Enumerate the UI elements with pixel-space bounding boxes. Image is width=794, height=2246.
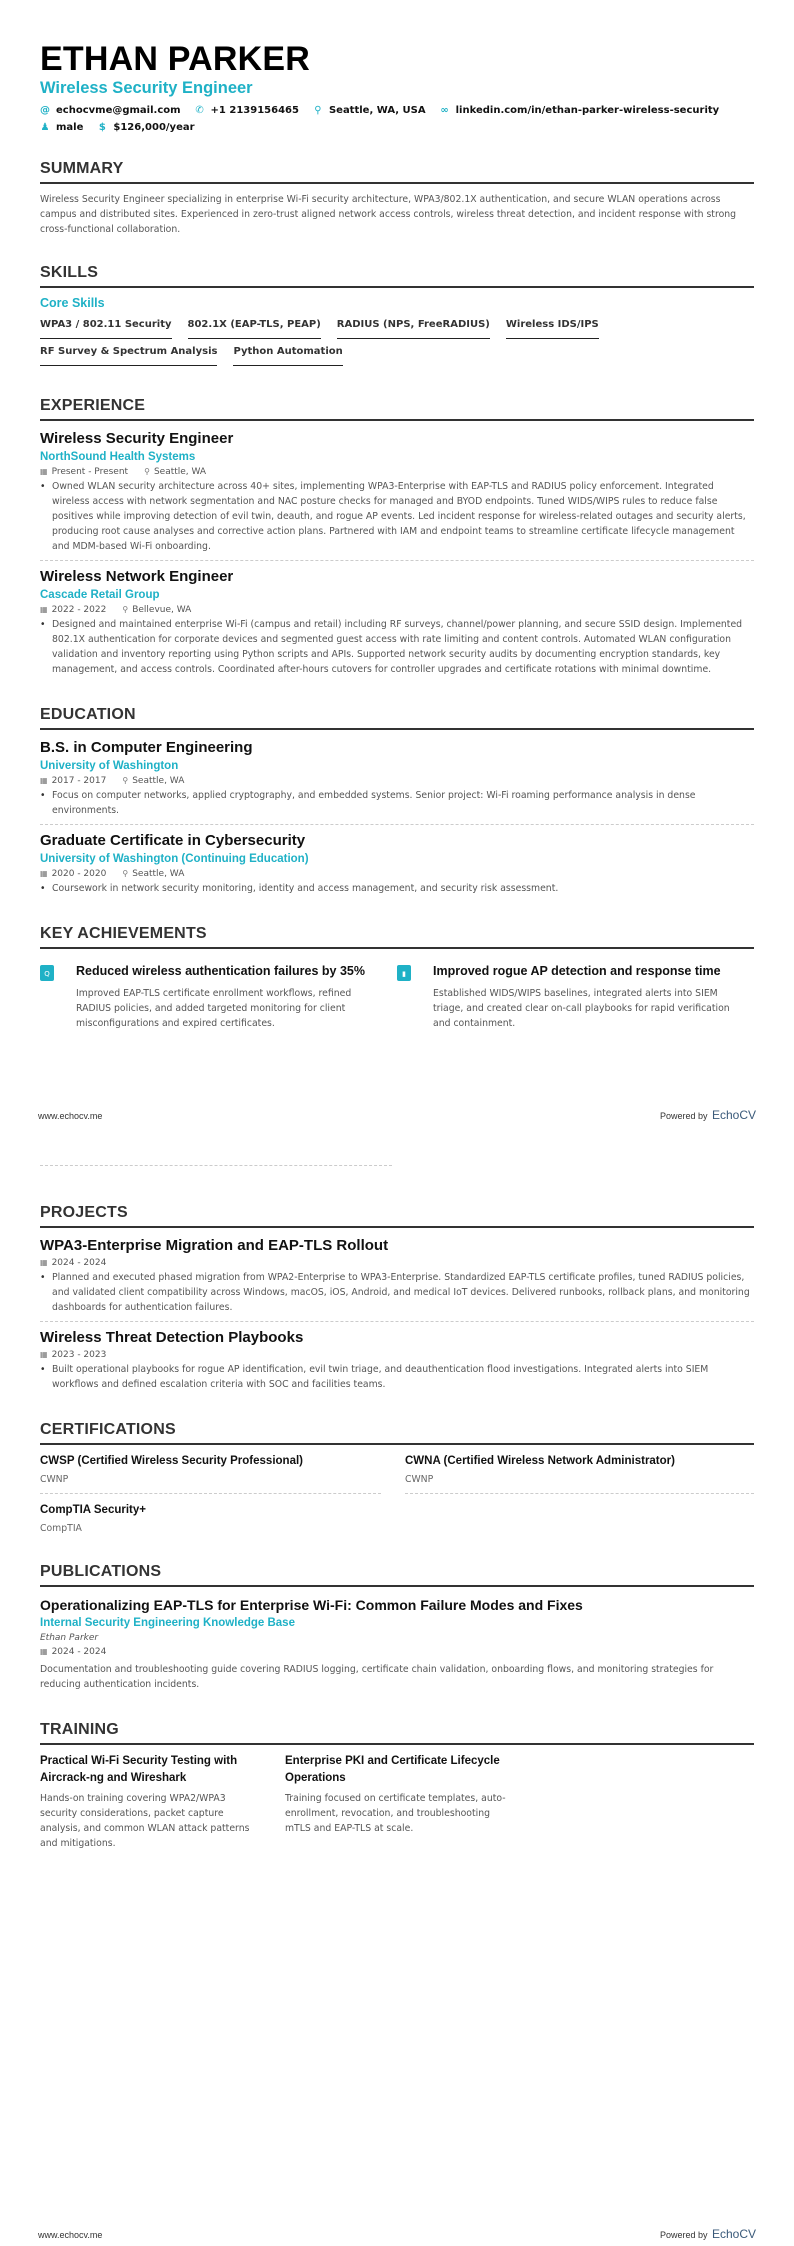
achievement-title: Reduced wireless authentication failures by 35% [76, 964, 365, 978]
job-title: Wireless Security Engineer [40, 430, 234, 447]
project-meta [40, 1256, 754, 1270]
certification-issuer: CompTIA [40, 1523, 82, 1534]
location-pin-icon: ⚲ [122, 776, 129, 785]
publication-author: Ethan Parker [40, 1633, 99, 1643]
skills-section [40, 263, 754, 366]
calendar-icon: ▦ [40, 869, 48, 878]
summary-text: Wireless Security Engineer specializing in enterprise Wi-Fi security architecture, WPA3/802.1X authentication, and secure WLAN operations across campus and distributed sites. Experienced in zero-trust aligned network access controls, wireless threat detection, and incident response with strong cross-functional collaboration. [40, 194, 737, 235]
section-title-skills: SKILLS [40, 263, 754, 288]
skill-item: RF Survey & Spectrum Analysis [40, 345, 217, 366]
projects-section [40, 1123, 754, 1392]
candidate-title: Wireless Security Engineer [40, 79, 253, 97]
contact-linkedin[interactable] [440, 104, 720, 118]
education-bullet-text: Coursework in network security monitoring, identity and access management, and security risk assessment. [52, 883, 559, 894]
publication-publisher: Internal Security Engineering Knowledge Base [40, 1617, 295, 1629]
brand-name[interactable]: EchoCV [711, 1108, 756, 1122]
achievements-section [40, 924, 754, 1031]
certifications-grid [40, 1445, 754, 1536]
degree-title: Graduate Certificate in Cybersecurity [40, 832, 306, 849]
skill-item: Python Automation [233, 345, 342, 366]
education-location: Seattle, WA [132, 776, 185, 786]
job-bullet: • Owned WLAN security architecture across 40+ sites, implementing WPA3-Enterprise with EAP-TLS and RADIUS policy enforcement. Integrated wireless access with network segmentation and NAC posture checks for managed and BYOD endpoints. Tuned WIDS/WIPS rules to reduce false positives while improving detection of evil twin, deauth, and rogue AP events. Led incident response for wireless-related outages and security alerts, producing root cause analyses and corrective action plans. Partnered with IAM and endpoint teams to streamline certificate lifecycle management and MDM-based Wi-Fi onboarding. [40, 479, 754, 554]
bar-chart-icon: ▮ [397, 965, 411, 981]
school-name: University of Washington [40, 760, 179, 772]
calendar-icon: ▦ [40, 1647, 48, 1656]
powered-by-label: Powered by [659, 1111, 708, 1121]
calendar-icon: ▦ [40, 467, 48, 476]
publications-section [40, 1562, 754, 1692]
section-title-projects: PROJECTS [40, 1203, 754, 1228]
training-desc: Hands-on training covering WPA2/WPA3 security considerations, packet capture analysis, and common WLAN attack patterns and mitigations. [40, 1793, 250, 1849]
continuation-divider [40, 1165, 392, 1166]
education-dates: 2017 - 2017 [51, 776, 107, 786]
link-icon: ∞ [440, 105, 449, 116]
dollar-icon: $ [98, 122, 106, 133]
training-section [40, 1720, 754, 1851]
achievement-item [40, 963, 397, 1031]
project-dates: 2023 - 2023 [51, 1350, 107, 1360]
training-title: Practical Wi-Fi Security Testing with Aircrack-ng and Wireshark [40, 1755, 238, 1784]
education-bullet: • Coursework in network security monitoring, identity and access management, and security risk assessment. [40, 883, 559, 894]
training-desc: Training focused on certificate templates, auto-enrollment, revocation, and troubleshooting mTLS and EAP-TLS at scale. [285, 1793, 506, 1834]
at-icon: @ [40, 105, 50, 116]
section-title-education: EDUCATION [40, 705, 754, 730]
certification-item [397, 1445, 754, 1494]
section-title-experience: EXPERIENCE [40, 396, 754, 421]
project-entry [40, 1322, 754, 1392]
phone-text: +1 2139156465 [210, 105, 299, 116]
publication-desc: Documentation and troubleshooting guide covering RADIUS logging, certificate chain validation, onboarding flows, and monitoring strategies for reducing authentication incidents. [40, 1664, 714, 1690]
calendar-icon: ▦ [40, 1350, 48, 1359]
contact-list [40, 104, 754, 135]
certification-name: CWNA (Certified Wireless Network Administrator) [405, 1455, 675, 1467]
education-entry [40, 825, 754, 896]
skill-item: Wireless IDS/IPS [506, 318, 599, 339]
section-title-certifications: CERTIFICATIONS [40, 1420, 754, 1445]
certifications-section [40, 1420, 754, 1536]
linkedin-text: linkedin.com/in/ethan-parker-wireless-security [455, 105, 720, 116]
project-title: WPA3-Enterprise Migration and EAP-TLS Rollout [40, 1237, 389, 1254]
education-meta [40, 867, 754, 881]
location-pin-icon: ⚲ [144, 467, 150, 476]
salary-text: $126,000/year [113, 122, 195, 133]
job-bullet: • Designed and maintained enterprise Wi-Fi (campus and retail) including RF surveys, channel/power planning, and secure SSID design. Implemented 802.1X authentication for corporate devices and segmented guest access with rate limiting and content controls. Automated WLAN configuration validation and inventory reporting using Python scripts and APIs. Supported network security audits by documenting encryption standards, key management, and access controls. Coordinated after-hours cutovers for controller upgrades and certificate rotations with minimal downtime. [40, 617, 754, 677]
education-location: Seattle, WA [132, 869, 185, 879]
section-title-publications: PUBLICATIONS [40, 1562, 754, 1587]
phone-icon: ✆ [195, 105, 204, 116]
skill-item: RADIUS (NPS, FreeRADIUS) [337, 318, 490, 339]
gender-text: male [56, 122, 84, 133]
location-pin-icon: ⚲ [122, 869, 129, 878]
training-title: Enterprise PKI and Certificate Lifecycle Operations [285, 1755, 500, 1784]
education-dates: 2020 - 2020 [51, 869, 107, 879]
skills-group-title: Core Skills [40, 296, 105, 310]
certification-name: CompTIA Security+ [40, 1504, 146, 1516]
job-dates: Present - Present [51, 467, 129, 477]
training-item [285, 1753, 530, 1851]
contact-location [313, 104, 426, 118]
project-title: Wireless Threat Detection Playbooks [40, 1329, 304, 1346]
project-meta [40, 1348, 754, 1362]
skill-item: WPA3 / 802.11 Security [40, 318, 172, 339]
email-text: echocvme@gmail.com [56, 105, 181, 116]
achievements-grid [40, 963, 754, 1031]
company-name: Cascade Retail Group [40, 589, 160, 601]
calendar-icon: ▦ [40, 776, 48, 785]
user-icon: ♟ [40, 122, 50, 133]
achievement-desc: Improved EAP-TLS certificate enrollment workflows, refined RADIUS policies, and added targeted monitoring for client misconfigurations and expired certificates. [76, 988, 352, 1029]
resume-page-2 [0, 1123, 794, 2246]
summary-section [40, 159, 754, 237]
publication-title: Operationalizing EAP-TLS for Enterprise Wi-Fi: Common Failure Modes and Fixes [40, 1597, 583, 1613]
page-footer [0, 1106, 794, 1124]
project-bullet-text: Planned and executed phased migration from WPA2-Enterprise to WPA3-Enterprise. Standardized EAP-TLS certificate profiles, tuned RADIUS policies, and validated client compatibility across Windows, macOS, iOS, Android, and medical IoT devices. Delivered runbooks, rollback plans, and monitoring dashboards for authentication failures. [52, 1272, 750, 1313]
project-bullet: • Built operational playbooks for rogue AP identification, evil twin triage, and deauthentication flood investigations. Integrated alerts into SIEM workflows and defined escalation criteria with SOC and facilities teams. [40, 1362, 754, 1392]
section-title-training: TRAINING [40, 1720, 754, 1745]
publication-meta [40, 1645, 754, 1659]
project-bullet: • Planned and executed phased migration from WPA2-Enterprise to WPA3-Enterprise. Standardized EAP-TLS certificate profiles, tuned RADIUS policies, and validated client compatibility across Windows, macOS, iOS, Android, and medical IoT devices. Delivered runbooks, rollback plans, and monitoring dashboards for authentication failures. [40, 1270, 754, 1315]
document-search-icon: Q [40, 965, 54, 981]
brand-name[interactable]: EchoCV [711, 2227, 756, 2241]
powered-by-label: Powered by [659, 2230, 708, 2240]
project-entry [40, 1228, 754, 1322]
candidate-name: ETHAN PARKER [40, 40, 311, 78]
experience-entry [40, 561, 754, 677]
experience-entry [40, 421, 754, 561]
location-text: Seattle, WA, USA [328, 105, 426, 116]
calendar-icon: ▦ [40, 1258, 48, 1267]
job-meta [40, 603, 754, 617]
job-location: Bellevue, WA [132, 605, 192, 615]
section-title-summary: SUMMARY [40, 159, 754, 184]
project-dates: 2024 - 2024 [51, 1258, 107, 1268]
footer-site-link[interactable]: www.echocv.me [38, 2230, 103, 2240]
contact-phone[interactable] [195, 104, 299, 118]
company-name: NorthSound Health Systems [40, 451, 196, 463]
job-bullet-text: Owned WLAN security architecture across 40+ sites, implementing WPA3-Enterprise with EAP-TLS and RADIUS policy enforcement. Integrated wireless access with network segmentation and NAC posture checks for managed and BYOD endpoints. Tuned WIDS/WIPS rules to reduce false positives while improving detection of evil twin, deauth, and rogue AP events. Led incident response for wireless-related outages and security alerts, producing root cause analyses and corrective action plans. Partnered with IAM and endpoint teams to streamline certificate lifecycle management and MDM-based Wi-Fi onboarding. [52, 481, 746, 552]
skill-item: 802.1X (EAP-TLS, PEAP) [188, 318, 321, 339]
certification-name: CWSP (Certified Wireless Security Professional) [40, 1455, 303, 1467]
page-footer [0, 2225, 794, 2243]
job-location: Seattle, WA [153, 467, 207, 477]
powered-by [660, 2225, 756, 2243]
certification-issuer: CWNP [40, 1474, 69, 1485]
powered-by [660, 1106, 756, 1124]
training-grid [40, 1745, 754, 1851]
certification-item [40, 1445, 397, 1494]
project-bullet-text: Built operational playbooks for rogue AP identification, evil twin triage, and deauthentication flood investigations. Integrated alerts into SIEM workflows and defined escalation criteria with SOC and facilities teams. [52, 1364, 709, 1390]
contact-salary [97, 121, 194, 135]
education-section [40, 705, 754, 896]
footer-site-link[interactable]: www.echocv.me [38, 1111, 103, 1121]
training-item [40, 1753, 285, 1851]
school-name: University of Washington (Continuing Education) [40, 853, 309, 865]
achievement-desc: Established WIDS/WIPS baselines, integrated alerts into SIEM triage, and created clear on-call playbooks for rapid verification and containment. [433, 988, 730, 1029]
education-bullet: • Focus on computer networks, applied cryptography, and embedded systems. Senior project: Wi-Fi roaming performance analysis in dense environments. [40, 788, 754, 818]
education-bullet-text: Focus on computer networks, applied cryptography, and embedded systems. Senior project: Wi-Fi roaming performance analysis in dense environments. [52, 790, 696, 816]
achievement-title: Improved rogue AP detection and response time [433, 964, 721, 978]
publication-entry [40, 1587, 754, 1692]
job-meta [40, 465, 754, 479]
section-title-achievements: KEY ACHIEVEMENTS [40, 924, 754, 949]
certification-issuer: CWNP [405, 1474, 434, 1485]
education-meta [40, 774, 754, 788]
job-dates: 2022 - 2022 [51, 605, 107, 615]
contact-gender [40, 121, 83, 135]
location-pin-icon: ⚲ [122, 605, 129, 614]
job-title: Wireless Network Engineer [40, 568, 234, 585]
skills-list [40, 312, 754, 366]
publication-dates: 2024 - 2024 [51, 1647, 107, 1657]
certification-item [40, 1494, 397, 1536]
experience-section [40, 396, 754, 677]
job-bullet-text: Designed and maintained enterprise Wi-Fi (campus and retail) including RF surveys, channel/power planning, and secure SSID design. Implemented 802.1X authentication for corporate devices and segmented guest access with rate limiting and content controls. Automated WLAN configuration validation and inventory reporting using Python scripts and APIs. Supported network security audits by documenting encryption standards, key management, and access controls. Coordinated after-hours cutovers for controller upgrades and certificate rotations with minimal downtime. [52, 619, 743, 675]
education-entry [40, 730, 754, 825]
contact-email[interactable] [40, 104, 181, 118]
achievement-item [397, 963, 754, 1031]
calendar-icon: ▦ [40, 605, 48, 614]
location-pin-icon: ⚲ [314, 105, 322, 116]
degree-title: B.S. in Computer Engineering [40, 739, 253, 756]
